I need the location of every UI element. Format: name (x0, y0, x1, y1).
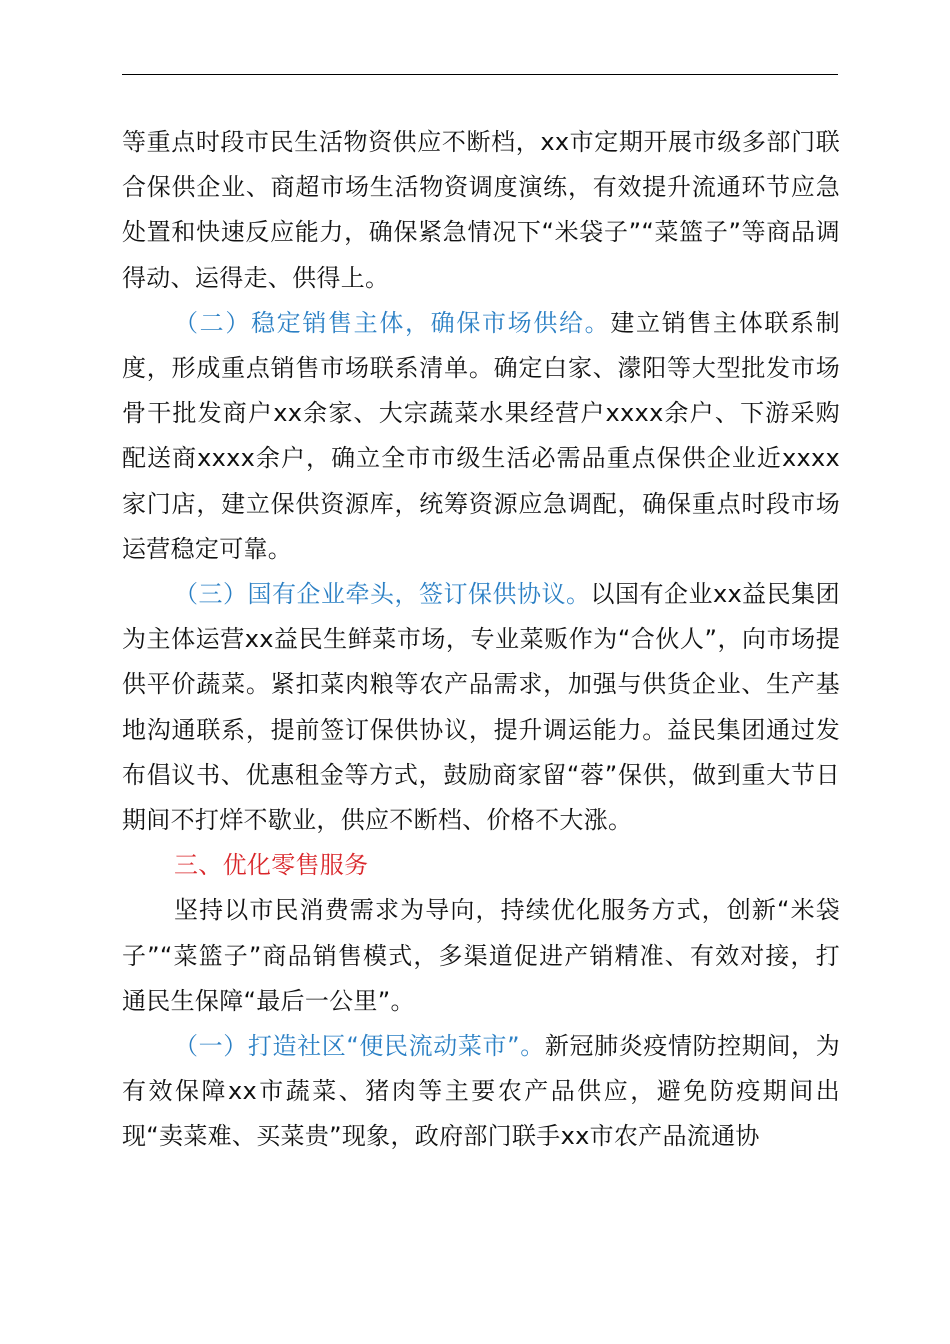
paragraph-community-market (122, 1024, 840, 1160)
subheading: （三）国有企业牵头，签订保供协议。 (174, 580, 591, 609)
paragraph-text: 坚持以市民消费需求为导向，持续优化服务方式，创新“米袋子”“菜篮子”商品销售模式，多渠道促进产销精准、有效对接，打通民生保障“最后一公里”。 (122, 896, 840, 1015)
document-body (122, 120, 840, 1160)
paragraph-text: 等重点时段市民生活物资供应不断档，xx市定期开展市级多部门联合保供企业、商超市场生活物资调度演练，有效提升流通环节应急处置和快速反应能力，确保紧急情况下“米袋子”“菜篮子”等商品调得动、运得走、供得上。 (122, 128, 840, 292)
header-rule (122, 74, 838, 75)
subheading: （一）打造社区“便民流动菜市”。 (174, 1032, 545, 1061)
paragraph-intro (122, 888, 840, 1024)
paragraph-text: 以国有企业xx益民集团为主体运营xx益民生鲜菜市场，专业菜贩作为“合伙人”，向市场提供平价蔬菜。紧扣菜肉粮等农产品需求，加强与供货企业、生产基地沟通联系，提前签订保供协议，提升调运能力。益民集团通过发布倡议书、优惠租金等方式，鼓励商家留“蓉”保供，做到重大节日期间不打烊不歇业，供应不断档、价格不大涨。 (122, 580, 840, 835)
paragraph-continued (122, 120, 840, 301)
paragraph-text: 新冠肺炎疫情防控期间，为有效保障xx市蔬菜、猪肉等主要农产品供应，避免防疫期间出现“卖菜难、买菜贵”现象，政府部门联手xx市农产品流通协 (122, 1032, 840, 1151)
paragraph-text: 建立销售主体联系制度，形成重点销售市场联系清单。确定白家、濛阳等大型批发市场骨干批发商户xx余家、大宗蔬菜水果经营户xxxx余户、下游采购配送商xxxx余户，确立全市市级生活必需品重点保供企业近xxxx家门店，建立保供资源库，统筹资源应急调配，确保重点时段市场运营稳定可靠。 (122, 308, 840, 563)
subheading: （二）稳定销售主体，确保市场供给。 (174, 308, 611, 337)
paragraph-state-enterprise (122, 572, 840, 843)
section-heading: 三、优化零售服务 (174, 851, 369, 880)
paragraph-stable-sales (122, 301, 840, 572)
